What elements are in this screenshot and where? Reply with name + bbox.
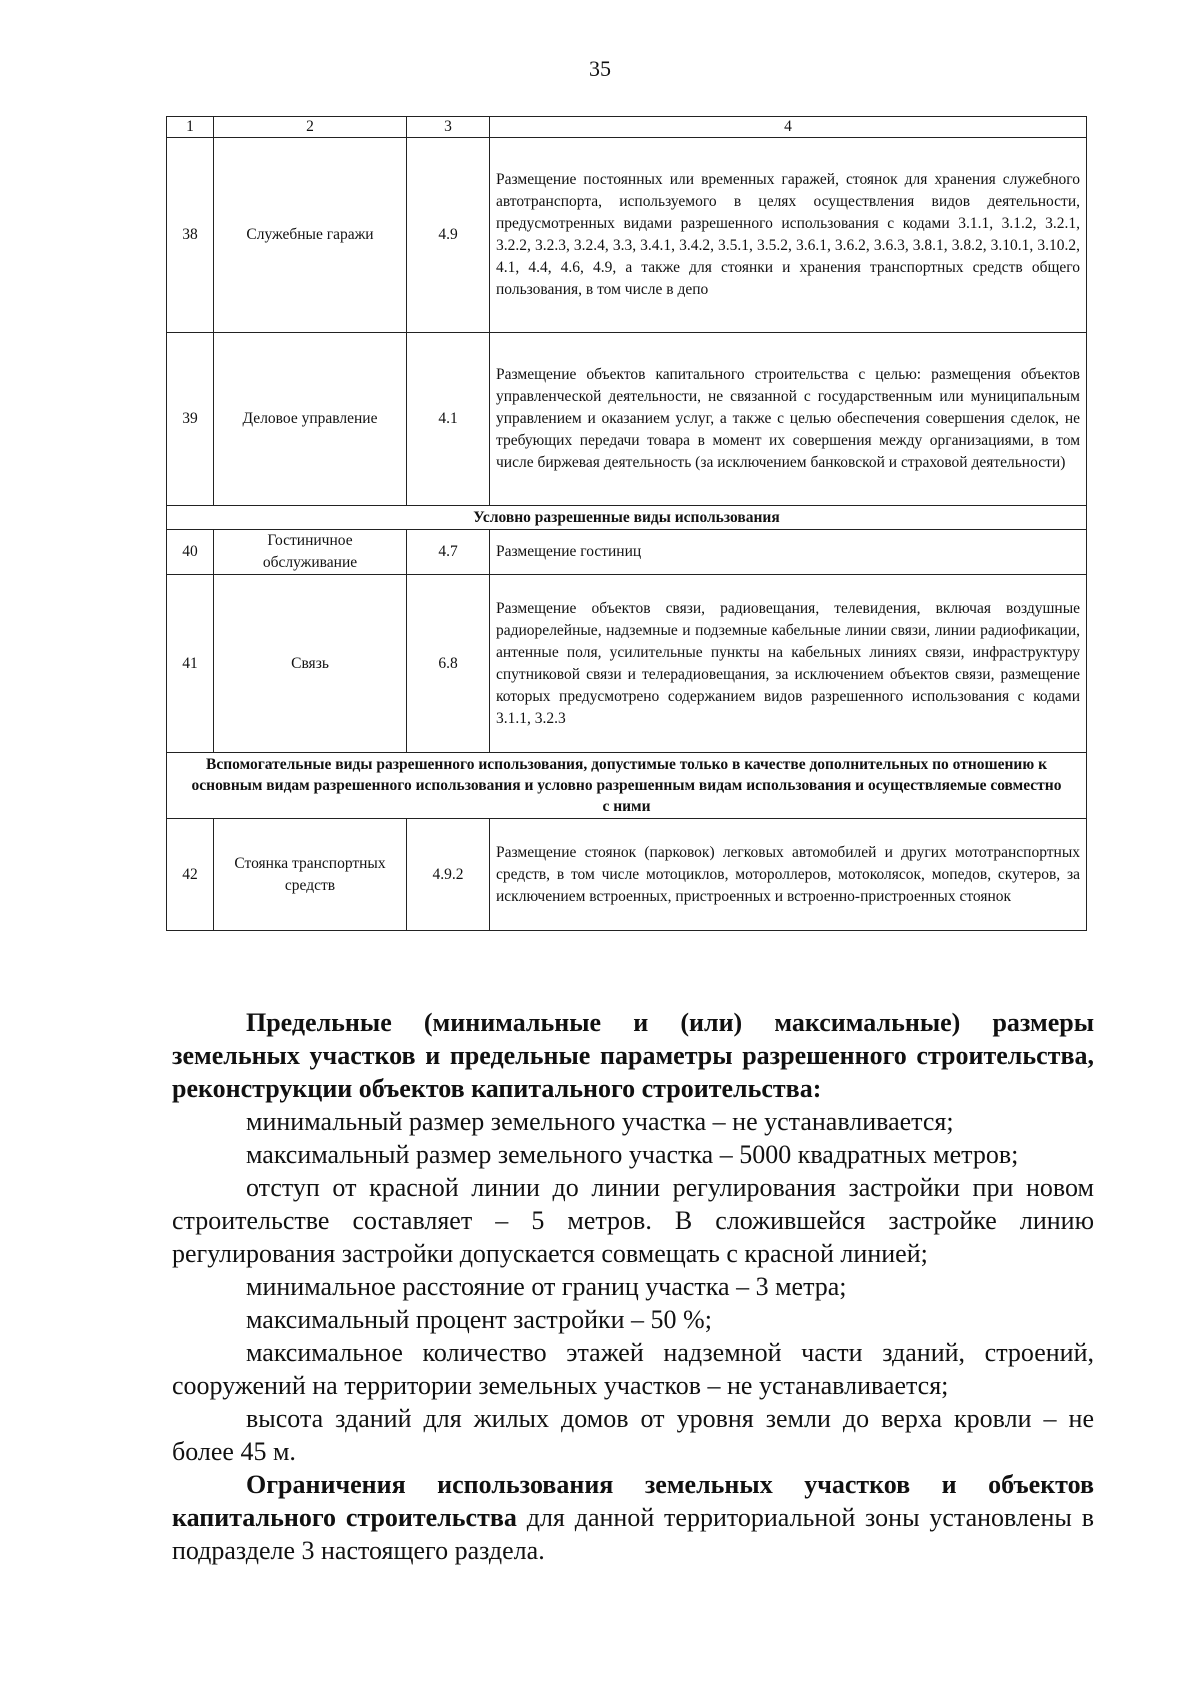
use-description: Размещение постоянных или временных гаражей, стоянок для хранения служебного автотранспорта, используемого в целях осуществления видов деятельности, предусмотренных видами разрешенного использования с кодами 3.1.1, 3.1.2, 3.2.1, 3.2.2, 3.2.3, 3.2.4, 3.3, 3.4.1, 3.4.2, 3.5.1, 3.5.2, 3.6.1, 3.6.2, 3.6.3, 3.8.1, 3.8.2, 3.10.1, 3.10.2, 4.1, 4.4, 4.6, 4.9, а также для стоянки и хранения транспортных средств общего пользования, в том числе в депо [490, 138, 1087, 333]
header-col-2: 2 [214, 117, 407, 138]
use-code: 4.9 [407, 138, 490, 333]
section-title-conditional: Условно разрешенные виды использования [167, 506, 1087, 530]
table-row [167, 530, 1087, 575]
parameters-section [172, 1006, 1094, 1567]
header-col-3: 3 [407, 117, 490, 138]
row-number: 40 [167, 530, 214, 575]
parameter-item: максимальный процент застройки – 50 %; [246, 1305, 712, 1334]
page-number: 35 [589, 56, 611, 81]
table-row [167, 575, 1087, 753]
parameter-item: максимальное количество этажей надземной части зданий, строений, сооружений на территории земельных участков – не устанавливается; [172, 1338, 1094, 1400]
table-header-row [167, 117, 1087, 138]
parameter-item: минимальное расстояние от границ участка – 3 метра; [246, 1272, 847, 1301]
use-code: 6.8 [407, 575, 490, 753]
parameter-item: минимальный размер земельного участка – не устанавливается; [246, 1107, 954, 1136]
row-number: 38 [167, 138, 214, 333]
use-description: Размещение гостиниц [490, 530, 1087, 575]
table-row [167, 333, 1087, 506]
section-title-auxiliary: Вспомогательные виды разрешенного использования, допустимые только в качестве дополнительных по отношению к основным видам разрешенного использования и условно разрешенным видам использования и осуществляемые совместно с ними [167, 753, 1087, 819]
parameters-heading: Предельные (минимальные и (или) максимальные) размеры земельных участков и предельные параметры разрешенного строительства, реконструкции объектов капитального строительства: [172, 1008, 1094, 1103]
use-description: Размещение стоянок (парковок) легковых автомобилей и других мототранспортных средств, в том числе мотоциклов, мотороллеров, мотоколясок, мопедов, скутеров, за исключением встроенных, пристроенных и встроенно-пристроенных стоянок [490, 819, 1087, 931]
use-name: Служебные гаражи [214, 138, 407, 333]
parameter-item: максимальный размер земельного участка – 5000 квадратных метров; [246, 1140, 1019, 1169]
use-description: Размещение объектов капитального строительства с целью: размещения объектов управленческой деятельности, не связанной с государственным или муниципальным управлением и оказанием услуг, а также с целью обеспечения совершения сделок, не требующих передачи товара в момент их совершения между организациями, в том числе биржевая деятельность (за исключением банковской и страховой деятельности) [490, 333, 1087, 506]
parameter-item: высота зданий для жилых домов от уровня земли до верха кровли – не более 45 м. [172, 1404, 1094, 1466]
row-number: 39 [167, 333, 214, 506]
restrictions-paragraph [172, 1468, 1094, 1567]
use-name: Гостиничное обслуживание [214, 530, 407, 575]
restrictions-rest-text: для данной территориальной зоны установлены в подразделе 3 настоящего раздела. [172, 1503, 1094, 1565]
row-number: 41 [167, 575, 214, 753]
header-col-1: 1 [167, 117, 214, 138]
restrictions-bold-text: Ограничения использования земельных участков и объектов капитального строительства [172, 1470, 1094, 1532]
use-description: Размещение объектов связи, радиовещания, телевидения, включая воздушные радиорелейные, надземные и подземные кабельные линии связи, линии радиофикации, антенные поля, усилительные пункты на кабельных линиях связи, инфраструктуру спутниковой связи и телерадиовещания, за исключением объектов связи, размещение которых предусмотрено содержанием видов разрешенного использования с кодами 3.1.1, 3.2.3 [490, 575, 1087, 753]
use-name: Деловое управление [214, 333, 407, 506]
use-name: Стоянка транспортных средств [214, 819, 407, 931]
use-code: 4.7 [407, 530, 490, 575]
section-row-auxiliary [167, 753, 1087, 819]
section-row-conditional [167, 506, 1087, 530]
table-row [167, 138, 1087, 333]
land-use-table [166, 116, 1087, 931]
parameter-item: отступ от красной линии до линии регулирования застройки при новом строительстве составляет – 5 метров. В сложившейся застройке линию регулирования застройки допускается совмещать с красной линией; [172, 1173, 1094, 1268]
row-number: 42 [167, 819, 214, 931]
use-name: Связь [214, 575, 407, 753]
use-code: 4.1 [407, 333, 490, 506]
header-col-4: 4 [490, 117, 1087, 138]
use-code: 4.9.2 [407, 819, 490, 931]
table-row [167, 819, 1087, 931]
